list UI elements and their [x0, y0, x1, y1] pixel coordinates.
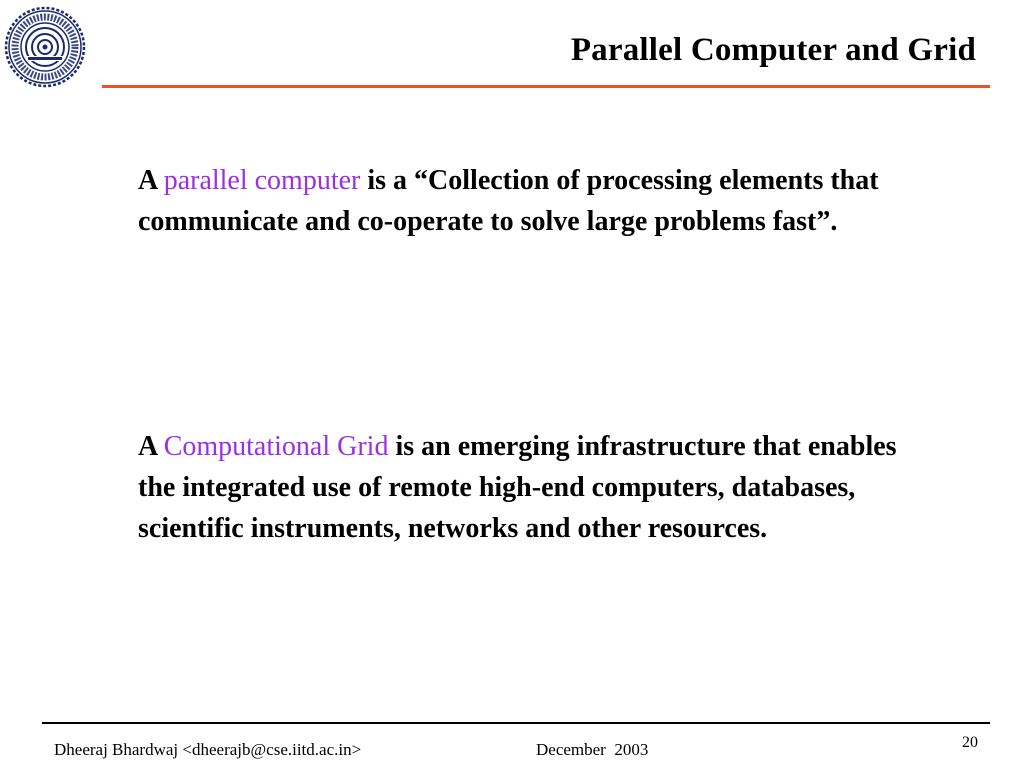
para1-lead: A — [138, 165, 164, 196]
para2-lead: A — [138, 431, 164, 462]
parallel-computer-term: parallel computer — [163, 165, 361, 196]
para1-rest: is a “Collection of processing elements that communicate and co-operate to solve large problems fast”. — [138, 165, 879, 237]
page-number: 20 — [962, 734, 978, 751]
footer-author: Dheeraj Bhardwaj <dheerajb@cse.iitd.ac.in> — [54, 740, 362, 759]
computational-grid-term: Computational Grid — [163, 431, 389, 462]
title-divider — [102, 85, 990, 88]
computational-grid-definition — [138, 426, 898, 549]
para2-rest: is an emerging infrastructure that enables the integrated use of remote high-end computers, databases, scientific instruments, networks and other resources. — [138, 431, 897, 544]
footer-divider — [42, 722, 990, 724]
footer-date: December 2003 — [536, 740, 649, 759]
parallel-computer-definition — [138, 160, 898, 242]
slide-title: Parallel Computer and Grid — [570, 32, 976, 68]
institute-seal-icon — [4, 6, 86, 88]
